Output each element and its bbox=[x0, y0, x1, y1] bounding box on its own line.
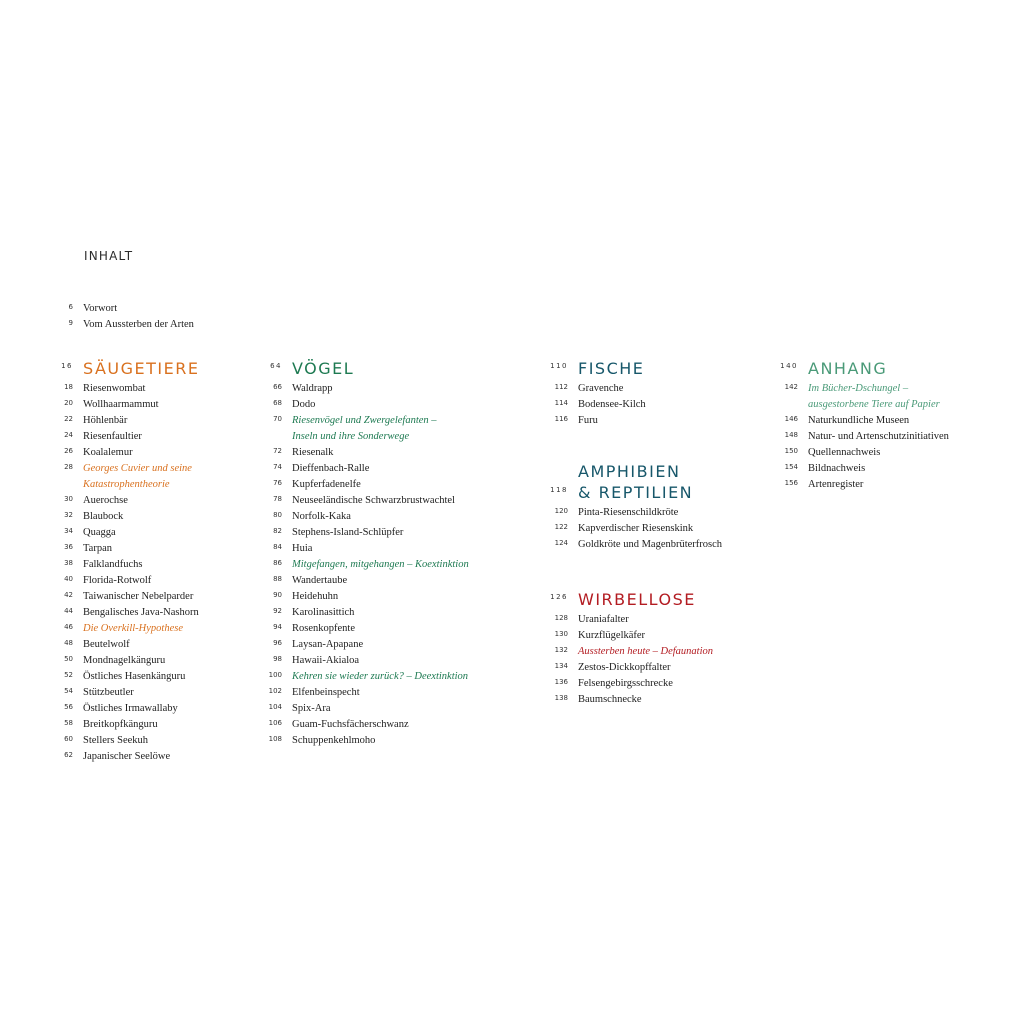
section-heading-text: WIRBELLOSE bbox=[578, 590, 696, 609]
page-number: 82 bbox=[273, 527, 282, 535]
toc-entry[interactable] bbox=[808, 395, 949, 411]
entry-label: Katastrophentheorie bbox=[83, 479, 170, 490]
entry-label: Waldrapp bbox=[292, 383, 333, 394]
section-wirbellose bbox=[550, 589, 714, 706]
entry-label: Auerochse bbox=[83, 495, 128, 506]
toc-entry[interactable] bbox=[268, 683, 469, 699]
entry-label: Kapverdischer Riesenskink bbox=[578, 523, 694, 534]
toc-entry[interactable] bbox=[273, 571, 469, 587]
toc-entry[interactable] bbox=[554, 503, 722, 519]
entry-label: Tarpan bbox=[83, 543, 112, 554]
page-number: 62 bbox=[64, 751, 73, 759]
page-number: 72 bbox=[273, 447, 282, 455]
section-heading[interactable] bbox=[270, 358, 469, 379]
toc-entry[interactable] bbox=[554, 658, 713, 674]
page-number: 66 bbox=[273, 383, 282, 391]
entry-label: Aussterben heute – Defaunation bbox=[578, 646, 714, 657]
toc-entry[interactable] bbox=[554, 519, 722, 535]
section-page-number: 118 bbox=[550, 486, 568, 494]
page-number: 38 bbox=[64, 559, 73, 567]
page-number: 156 bbox=[784, 479, 798, 487]
toc-entry[interactable] bbox=[64, 619, 199, 635]
toc-entry[interactable] bbox=[64, 731, 199, 747]
entry-label: Höhlenbär bbox=[83, 415, 128, 426]
toc-entry[interactable] bbox=[273, 459, 469, 475]
page-number: 90 bbox=[273, 591, 282, 599]
entry-list bbox=[64, 379, 199, 763]
page-number: 46 bbox=[64, 623, 73, 631]
page-number: 44 bbox=[64, 607, 73, 615]
entry-label: Pinta-Riesenschildkröte bbox=[578, 507, 679, 518]
page-number: 40 bbox=[64, 575, 73, 583]
toc-entry[interactable] bbox=[554, 379, 646, 395]
toc-entry[interactable] bbox=[554, 535, 723, 551]
toc-entry[interactable] bbox=[554, 411, 646, 427]
entry-label: Beutelwolf bbox=[83, 639, 130, 650]
entry-label: Rosenkopfente bbox=[292, 623, 355, 634]
toc-entry[interactable] bbox=[64, 699, 199, 715]
page-number: 128 bbox=[554, 614, 568, 622]
entry-label: Im Bücher-Dschungel – bbox=[808, 383, 909, 394]
toc-entry[interactable] bbox=[273, 475, 469, 491]
page-number: 30 bbox=[64, 495, 73, 503]
section-heading[interactable] bbox=[61, 358, 200, 379]
section-heading-text: & REPTILIEN bbox=[578, 483, 694, 502]
entry-label: Mitgefangen, mitgehangen – Koextinktion bbox=[292, 559, 469, 570]
page-number: 78 bbox=[273, 495, 282, 503]
page-number: 58 bbox=[64, 719, 73, 727]
section-heading-text: AMPHIBIEN bbox=[578, 462, 681, 481]
entry-list bbox=[268, 379, 469, 747]
toc-entry[interactable] bbox=[64, 635, 199, 651]
toc-entry[interactable] bbox=[554, 674, 713, 690]
page-number: 86 bbox=[273, 559, 282, 567]
page-number: 6 bbox=[68, 303, 73, 311]
entry-label: Blaubock bbox=[83, 511, 124, 522]
page-number: 138 bbox=[554, 694, 568, 702]
toc-entry[interactable] bbox=[273, 411, 469, 427]
entry-label: Schuppenkehlmoho bbox=[292, 735, 376, 746]
toc-entry[interactable] bbox=[273, 507, 469, 523]
entry-label: Riesenfaultier bbox=[83, 431, 142, 442]
entry-label: Gravenche bbox=[578, 383, 624, 394]
toc-entry[interactable] bbox=[273, 539, 469, 555]
section-fische bbox=[550, 358, 646, 427]
section-heading[interactable] bbox=[550, 461, 722, 503]
entry-label: Taiwanischer Nebelparder bbox=[83, 591, 194, 602]
entry-label: Wollhaarmammut bbox=[83, 399, 159, 410]
toc-entry[interactable] bbox=[554, 610, 713, 626]
toc-entry[interactable] bbox=[64, 395, 199, 411]
entry-label: Naturkundliche Museen bbox=[808, 415, 910, 426]
entry-list bbox=[554, 503, 723, 551]
entry-label: Felsengebirgsschrecke bbox=[578, 678, 673, 689]
entry-label: Stützbeutler bbox=[83, 687, 134, 698]
toc-entry[interactable] bbox=[64, 491, 199, 507]
page-number: 148 bbox=[784, 431, 798, 439]
toc-entry[interactable] bbox=[268, 715, 469, 731]
toc-entry[interactable] bbox=[273, 619, 469, 635]
page-number: 96 bbox=[273, 639, 282, 647]
toc-entry[interactable] bbox=[64, 427, 199, 443]
page-number: 20 bbox=[64, 399, 73, 407]
entry-label: Kehren sie wieder zurück? – Deextinktion bbox=[292, 671, 469, 682]
entry-label: Hawaii-Akialoa bbox=[292, 655, 360, 666]
toc-entry[interactable] bbox=[64, 555, 199, 571]
page-number: 18 bbox=[64, 383, 73, 391]
toc-entry[interactable] bbox=[268, 731, 469, 747]
toc-entry[interactable] bbox=[273, 635, 469, 651]
toc-entry[interactable] bbox=[784, 459, 949, 475]
entry-label: Stellers Seekuh bbox=[83, 735, 149, 746]
section-saeugetiere bbox=[61, 358, 200, 763]
section-page-number: 110 bbox=[550, 362, 568, 370]
entry-label: Bodensee-Kilch bbox=[578, 399, 646, 410]
section-page-number: 64 bbox=[270, 362, 282, 370]
toc-entry[interactable] bbox=[64, 507, 199, 523]
page-number: 52 bbox=[64, 671, 73, 679]
toc-entry[interactable] bbox=[68, 299, 194, 315]
entry-label: Florida-Rotwolf bbox=[83, 575, 152, 586]
entry-label: Koalalemur bbox=[83, 447, 133, 458]
toc-entry[interactable] bbox=[273, 443, 469, 459]
page-number: 70 bbox=[273, 415, 282, 423]
section-page-number: 140 bbox=[780, 362, 798, 370]
toc-entry[interactable] bbox=[273, 603, 469, 619]
page-number: 130 bbox=[554, 630, 568, 638]
toc-entry[interactable] bbox=[64, 651, 199, 667]
toc-entry[interactable] bbox=[64, 411, 199, 427]
entry-label: Huia bbox=[292, 543, 313, 554]
page-number: 34 bbox=[64, 527, 73, 535]
page-number: 76 bbox=[273, 479, 282, 487]
entry-label: Riesenwombat bbox=[83, 383, 146, 394]
entry-label: Artenregister bbox=[808, 479, 864, 490]
entry-label: Die Overkill-Hypothese bbox=[83, 623, 184, 634]
toc-entry[interactable] bbox=[554, 690, 713, 706]
entry-list bbox=[554, 379, 646, 427]
section-heading-text: VÖGEL bbox=[292, 359, 355, 378]
page-number: 32 bbox=[64, 511, 73, 519]
toc-entry[interactable] bbox=[64, 443, 199, 459]
page-number: 84 bbox=[273, 543, 282, 551]
toc-entry[interactable] bbox=[273, 555, 469, 571]
entry-label: Norfolk-Kaka bbox=[292, 511, 351, 522]
entry-label: Laysan-Apapane bbox=[292, 639, 364, 650]
toc-entry[interactable] bbox=[554, 642, 714, 658]
toc-entry[interactable] bbox=[64, 571, 199, 587]
toc-entry[interactable] bbox=[273, 587, 469, 603]
entry-label: Riesenvögel und Zwergelefanten – bbox=[292, 415, 437, 426]
section-heading-text: FISCHE bbox=[578, 359, 645, 378]
page-number: 24 bbox=[64, 431, 73, 439]
toc-entry[interactable] bbox=[64, 587, 199, 603]
entry-label: Uraniafalter bbox=[578, 614, 629, 625]
entry-label: Japanischer Seelöwe bbox=[83, 751, 171, 762]
entry-label: Dieffenbach-Ralle bbox=[292, 463, 370, 474]
entry-label: Guam-Fuchsfächerschwanz bbox=[292, 719, 409, 730]
page-number: 50 bbox=[64, 655, 73, 663]
intro-list bbox=[68, 299, 194, 331]
page-number: 80 bbox=[273, 511, 282, 519]
page-number: 150 bbox=[784, 447, 798, 455]
entry-label: Vorwort bbox=[83, 303, 118, 314]
toc-entry[interactable] bbox=[64, 379, 199, 395]
entry-label: Bildnachweis bbox=[808, 463, 866, 474]
entry-label: Breitkopfkänguru bbox=[83, 719, 158, 730]
entry-label: Natur- und Artenschutzinitiativen bbox=[808, 431, 949, 442]
page-number: 106 bbox=[268, 719, 282, 727]
entry-label: Vom Aussterben der Arten bbox=[83, 319, 194, 330]
entry-label: Zestos-Dickkopffalter bbox=[578, 662, 671, 673]
toc-entry[interactable] bbox=[268, 699, 469, 715]
page-number: 98 bbox=[273, 655, 282, 663]
page-number: 136 bbox=[554, 678, 568, 686]
toc-entry[interactable] bbox=[784, 427, 949, 443]
entry-label: Neuseeländische Schwarzbrustwachtel bbox=[292, 495, 455, 506]
page-number: 22 bbox=[64, 415, 73, 423]
page-number: 122 bbox=[554, 523, 568, 531]
page-number: 120 bbox=[554, 507, 568, 515]
entry-label: Östliches Hasenkänguru bbox=[83, 671, 186, 682]
page-number: 116 bbox=[554, 415, 568, 423]
entry-label: Östliches Irmawallaby bbox=[83, 703, 178, 714]
entry-list bbox=[554, 610, 714, 706]
entry-label: Kurzflügelkäfer bbox=[578, 630, 646, 641]
entry-label: Riesenalk bbox=[292, 447, 334, 458]
toc-entry[interactable] bbox=[784, 411, 949, 427]
entry-label: Goldkröte und Magenbrüterfrosch bbox=[578, 539, 723, 550]
page-number: 134 bbox=[554, 662, 568, 670]
toc-entry[interactable] bbox=[83, 475, 199, 491]
page-number: 108 bbox=[268, 735, 282, 743]
entry-label: Kupferfadenelfe bbox=[292, 479, 361, 490]
page-number: 104 bbox=[268, 703, 282, 711]
page-number: 48 bbox=[64, 639, 73, 647]
toc-entry[interactable] bbox=[64, 539, 199, 555]
section-voegel bbox=[268, 358, 469, 747]
page-number: 132 bbox=[554, 646, 568, 654]
section-page-number: 126 bbox=[550, 593, 568, 601]
entry-label: Furu bbox=[578, 415, 598, 426]
page-number: 56 bbox=[64, 703, 73, 711]
section-heading-text: ANHANG bbox=[808, 359, 888, 378]
page-number: 36 bbox=[64, 543, 73, 551]
entry-label: Inseln und ihre Sonderwege bbox=[292, 431, 410, 442]
toc-entry[interactable] bbox=[273, 651, 469, 667]
toc-entry[interactable] bbox=[273, 379, 469, 395]
page-number: 28 bbox=[64, 463, 73, 471]
page-title: INHALT bbox=[84, 249, 134, 263]
entry-label: ausgestorbene Tiere auf Papier bbox=[808, 399, 940, 410]
entry-label: Dodo bbox=[292, 399, 316, 410]
toc-entry[interactable] bbox=[554, 626, 713, 642]
toc-entry[interactable] bbox=[64, 715, 199, 731]
page-number: 146 bbox=[784, 415, 798, 423]
section-page-number: 16 bbox=[61, 362, 73, 370]
toc-entry[interactable] bbox=[273, 523, 469, 539]
toc-entry[interactable] bbox=[784, 443, 949, 459]
toc-entry[interactable] bbox=[64, 459, 199, 475]
section-amphibien bbox=[550, 461, 723, 551]
toc-entry[interactable] bbox=[273, 491, 469, 507]
section-heading[interactable] bbox=[550, 589, 713, 610]
page-number: 102 bbox=[268, 687, 282, 695]
page-number: 74 bbox=[273, 463, 282, 471]
page-number: 54 bbox=[64, 687, 73, 695]
toc-entry[interactable] bbox=[68, 315, 194, 331]
toc-entry[interactable] bbox=[784, 379, 949, 395]
entry-label: Elfenbeinspecht bbox=[292, 687, 360, 698]
entry-label: Karolinasittich bbox=[292, 607, 355, 618]
toc-entry[interactable] bbox=[784, 475, 949, 491]
entry-label: Baumschnecke bbox=[578, 694, 642, 705]
toc-entry[interactable] bbox=[554, 395, 646, 411]
page-number: 142 bbox=[784, 383, 798, 391]
section-heading[interactable] bbox=[780, 358, 949, 379]
toc-entry[interactable] bbox=[64, 523, 199, 539]
entry-label: Spix-Ara bbox=[292, 703, 331, 714]
toc-entry[interactable] bbox=[292, 427, 469, 443]
entry-label: Falklandfuchs bbox=[83, 559, 143, 570]
toc-entry[interactable] bbox=[64, 747, 199, 763]
page-number: 114 bbox=[554, 399, 568, 407]
entry-list bbox=[784, 379, 949, 491]
entry-label: Wandertaube bbox=[292, 575, 348, 586]
toc-entry[interactable] bbox=[273, 395, 469, 411]
section-heading[interactable] bbox=[550, 358, 646, 379]
page-number: 112 bbox=[554, 383, 568, 391]
page-number: 88 bbox=[273, 575, 282, 583]
page-number: 100 bbox=[268, 671, 282, 679]
entry-label: Quagga bbox=[83, 527, 116, 538]
entry-label: Georges Cuvier und seine bbox=[83, 463, 192, 474]
page-number: 26 bbox=[64, 447, 73, 455]
page-number: 9 bbox=[68, 319, 73, 327]
page-number: 92 bbox=[273, 607, 282, 615]
page-number: 154 bbox=[784, 463, 798, 471]
section-anhang bbox=[780, 358, 949, 491]
page-number: 42 bbox=[64, 591, 73, 599]
toc-entry[interactable] bbox=[64, 603, 199, 619]
entry-label: Heidehuhn bbox=[292, 591, 339, 602]
entry-label: Stephens-Island-Schlüpfer bbox=[292, 527, 404, 538]
page-number: 94 bbox=[273, 623, 282, 631]
entry-label: Bengalisches Java-Nashorn bbox=[83, 607, 199, 618]
toc-entry[interactable] bbox=[64, 667, 199, 683]
page-number: 60 bbox=[64, 735, 73, 743]
page-number: 68 bbox=[273, 399, 282, 407]
toc-entry[interactable] bbox=[64, 683, 199, 699]
toc-entry[interactable] bbox=[268, 667, 469, 683]
entry-label: Mondnagelkänguru bbox=[83, 655, 166, 666]
entry-label: Quellennachweis bbox=[808, 447, 881, 458]
page-number: 124 bbox=[554, 539, 568, 547]
section-heading-text: SÄUGETIERE bbox=[83, 359, 200, 378]
